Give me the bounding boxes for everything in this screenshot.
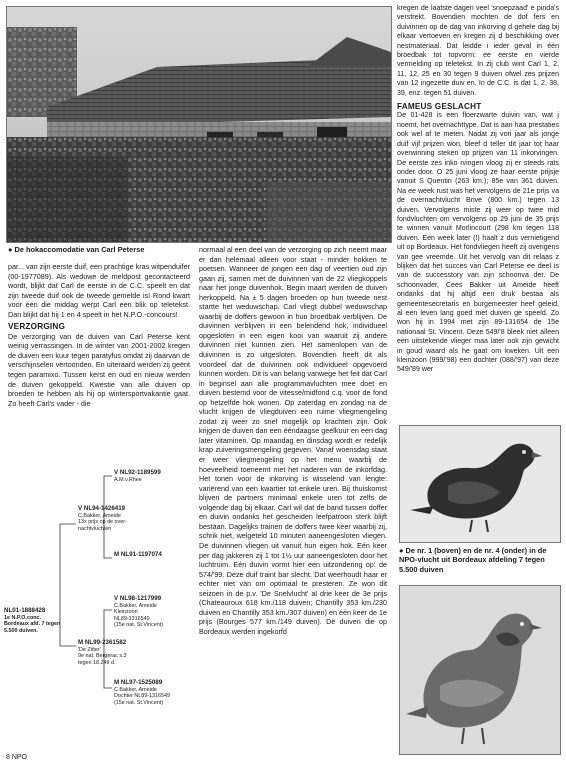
pedigree-father-ring: V NL94-1426419 bbox=[78, 505, 126, 512]
page-number: 8 NPO bbox=[6, 754, 28, 761]
column-1-paragraph-2: De verzorging van de duiven van Carl Peterse kent weinig verrassingen. In de winter van 2001-2002 kregen de duiven een kuur tegen paratyfus omdat zij daarvan de verschijnselen vertoonden. En uiteraard werden zij geënt tegen paramixo. Tussen kerst en oud en nieuw werden de duiven gekoppeld. Kwestie van alle duiven op broeden te hebben als hij op wintersportvakantie gaat. Zo heeft Carl's vader - die bbox=[8, 331, 190, 408]
pedigree-mm-line-1: C.Bakker, Ameide bbox=[114, 686, 157, 693]
column-3 bbox=[397, 4, 559, 375]
pedigree-mother-line-3: tegen 18.249 d. bbox=[78, 659, 116, 666]
pedigree-mm-line-3: (15e nat. St.Vincent) bbox=[114, 699, 164, 706]
pigeon-bottom-image bbox=[400, 586, 560, 754]
house-photo-image bbox=[7, 7, 391, 242]
pedigree-father bbox=[78, 506, 158, 532]
page-footer bbox=[6, 754, 96, 761]
column-2 bbox=[199, 245, 387, 636]
pedigree-mf-line-3: NL89-1316549 bbox=[114, 615, 150, 622]
pedigree-father-line-3: nachtvluchten bbox=[78, 525, 112, 532]
bullet: ● bbox=[8, 245, 15, 254]
pigeon-top-image bbox=[400, 426, 560, 542]
pedigree-father-mother bbox=[114, 552, 194, 559]
pigeon-photos-caption-text: De nr. 1 (boven) en de nr. 4 (onder) in de NPO-vlucht uit Bordeaux afdeling 7 tegen 5.500 duiven bbox=[399, 546, 547, 574]
pedigree-main-line-2: Bordeaux afd. 7 tegen bbox=[4, 621, 61, 628]
pigeon-photo-bottom bbox=[399, 585, 561, 755]
pedigree-mother-mother bbox=[114, 680, 196, 706]
heading-fameus-geslacht: FAMEUS GESLACHT bbox=[397, 102, 482, 112]
pigeon-photos-caption bbox=[399, 546, 561, 574]
pedigree-fm-ring: M NL91-1197074 bbox=[114, 551, 162, 558]
column-3-paragraph-2: De 01-428 is een floerzwarte duivin van, wat j noemt, het overnachttype. Dat is aan haa prestaties ook wel af te meten. Nadat zij vori jaar als jonge duif vijf prijzen won, bleef d teller dit jaar tot haar overwinning steken op prijzen van 11 inkorvingen. De eerste zes inko rvingen vloog zij er steeds rats onder door. O 25 juni vloog ze haar eerste prijsje vanuit S Quentin (263 km.); 85e van 361 duiven. Na ee week rust was het vervolgens de 21e prijs va de overnachtvlucht Brive (800 km.) tegen 13 duiven. Vervolgens miste zij weer op twee mid fondvluchten om vervolgens op 29 juni de 35 prijs te winnen vanuit Morlincourt (298 km tegen 118 duiven. Een week later (!) haalt z dus vernietigend uit op Bordeaux. Het fondvliegen heeft zij overigens van gee vreemde. Uit het vervolg van dit relaas z blijken dat het succes van Carl Peterse ee deel is van de successtory van zijn schoonva der. De schoonvader, Cees Bakker uit Ameide heeft ondanks dat hij altijd een druk bestaa als gemeentesecretaris en burgemeester heef geleid, al een leven lang goed met duiven ge speeld. Zo won hij in 1994 met zijn 89-131654 de 15e nationaal St. Vincent. Deze 549/'8 bleek niet alleen een uitstekende vlieger maa later ook zijn gewicht in goud waard als he gaat om kweken. Uit een kleinzoon (999/'98) een dochter (088/'97) van deze 549/'89 wer bbox=[397, 112, 559, 374]
pedigree-mf-ring: V NL98-1217999 bbox=[114, 595, 162, 602]
pedigree-mother-line-2: 9e nat. Bergerac s.3 bbox=[78, 653, 127, 660]
house-photo-caption-text: De hokaccomodatie van Carl Peterse bbox=[14, 245, 145, 254]
bullet: ● bbox=[399, 546, 406, 555]
pedigree-mf-line-4: (15e nat. St.Vincent) bbox=[114, 622, 164, 629]
pedigree-mf-line-2: Kleinzoon bbox=[114, 609, 138, 616]
pedigree-mother bbox=[78, 640, 158, 666]
pedigree-mm-line-2: Dochter NL89-1316549 bbox=[114, 693, 171, 700]
pedigree-father-line-2: 13x prijs op de over- bbox=[78, 519, 127, 526]
column-1-paragraph-1: par... van zijn eerste duif, een prachtige kras witpenduifer (00-1977089). Als weduwe de meldpost gecontacteerd wordt, blijkt dat Carl de eerste in de C.C. speelt en dat zijn tweede duif ook de tweede gemelde is! Rond kwart voor één die middag werpt Carl een blik op teletekst. Dan blijkt dat hij 1 en 4 speelt in het N.P.O.-concours! bbox=[8, 262, 190, 319]
pedigree-ff-ring: V NL92-1189599 bbox=[114, 469, 161, 476]
pigeon-photo-top bbox=[399, 425, 561, 543]
pedigree-main-line-3: 5.500 duiven. bbox=[4, 627, 38, 634]
column-1 bbox=[8, 262, 190, 408]
house-photo bbox=[6, 6, 392, 243]
pedigree-father-father bbox=[114, 470, 194, 483]
pedigree-mf-line-1: C.Bakker, Ameide bbox=[114, 602, 157, 609]
pedigree-mother-father bbox=[114, 596, 196, 629]
pedigree-father-line-1: C.Bakker, Ameide bbox=[78, 512, 121, 519]
pedigree-mother-line-1: 'De Zitter' bbox=[78, 646, 101, 653]
pedigree-mother-ring: M NL99-2361582 bbox=[78, 639, 127, 646]
pedigree-mm-ring: M NL97-1525089 bbox=[114, 679, 163, 686]
pedigree-ff-line-1: A.M.v.Rhee bbox=[114, 476, 142, 483]
heading-verzorging: VERZORGING bbox=[8, 322, 66, 332]
pedigree-chart bbox=[4, 468, 196, 728]
pedigree-main-line-1: 1e N.P.O.conc. bbox=[4, 614, 42, 621]
column-3-paragraph-1: kregen de laatste dagen veel 'snoepzaad' e pinda's verstrekt. Bovendien mochten de dof fers en duivinnen op de dag van inkorving d gehele dag bij elkaar vertoeven en kregen zij d beschikking over nestmateriaal. Dat leidde i ieder geval in één broedbak tot topvorm: ee eerste en vierde vermelding op teletekst. In zij club wint Carl 1, 2, 11, 12, 25 en 30 tegen 9 duiven ofwel zes prijzen van 12 ingezette duiv en. In de C.C. is dat 1, 2, 38, 39, enz. tegen 51 duiven. bbox=[397, 5, 559, 97]
column-2-paragraph: normaal al een deel van de verzorging op zich neemt maar er dan helemaal alleen voor staat - minder hokken te poetsen. Wanneer de jongen een dag of veertien oud zijn gaan zij, samen met de duivinnen van de 22 vliegkoppels naar het jonge duivenhok. Begin maart werden de duiven herkoppeld. Na ± 5 dagen broeden op hun tweede nest startte het weduwschap. Carl vliegt dubbel weduwschap waarbij de doffers gewoon in hun broedbak verblijven. De duivinnen verblijven in een belendend hok, individueel opgesloten in een eigen kooi van waaruit zij andere duivinnen niet kunnen zien. Het samenlopen van de duivinnen is zo uitgesloten. Bovendien heeft dit als voordeel dat de duivinnen ook individueel opgevoerd kunnen worden. Dit is van belang vanwege het feit dat Carl in beginsel aan alle programmavluchten mee doet en duiven bestemd voor de vitesse/midfond c.q. voor de fond op hetzelfde hok wonen. Op zaterdag en zondag na de vlucht krijgen de vliegduiven een ruime vliegmengeling zodat zij weer zo snel mogelijk op krachten zijn. Ook krijgen de duiven dan een ééndaagse geelkuur en een dag later vitaminen. Op maandag en dinsdag wordt er redelijk krap zuiveringsmengeling gegeven. Vanaf woensdag staat er weer vliegmengeling op het menu waarbij de hoeveelheid toeneemt met het naderen van de inkorfdag. Het tonen voor de inkorving is wisselend van lengte: variërend van een kwartier tot enkele uren. Bij thuiskomst blijven de partners minimaal enkele uren tot zelfs de volgende dag bij elkaar. Carl wil dat de band tussen doffer en duivin ondanks het gescheiden leefpatroon sterk blijft bestaan. Dagelijks trainen de doffers twee keer waarbij zij, schrik niet, welgeteld 10 minuten aaneengesloten vliegen. De duivinnen vliegen uit vanuit hun eigen hok. Eén keer per dag jakkeren zij 1 tot 1½ uur aaneengesloten door het luchtruim. Eén duivin vormt hier een uitzondering op: de 574/'99. Deze duif traint bar slecht. Dat weerhoudt haar er echter niet van om optimaal te presteren. Ze won dit seizoen in de p.v. 'De Snelvlucht' al drie keer de 3e prijs (Chateauroux 618 km./118 duiven; Chantilly 353 km./230 duiven en Chantilly 353 km./307 duiven) en één keer de 1e prijs (Bourges 577 km./149 duiven). De duiven die op Bordeaux werden ingekorfd bbox=[199, 245, 387, 636]
pedigree-main bbox=[4, 608, 76, 634]
pedigree-main-ring: NL01-1888428 bbox=[4, 607, 46, 614]
